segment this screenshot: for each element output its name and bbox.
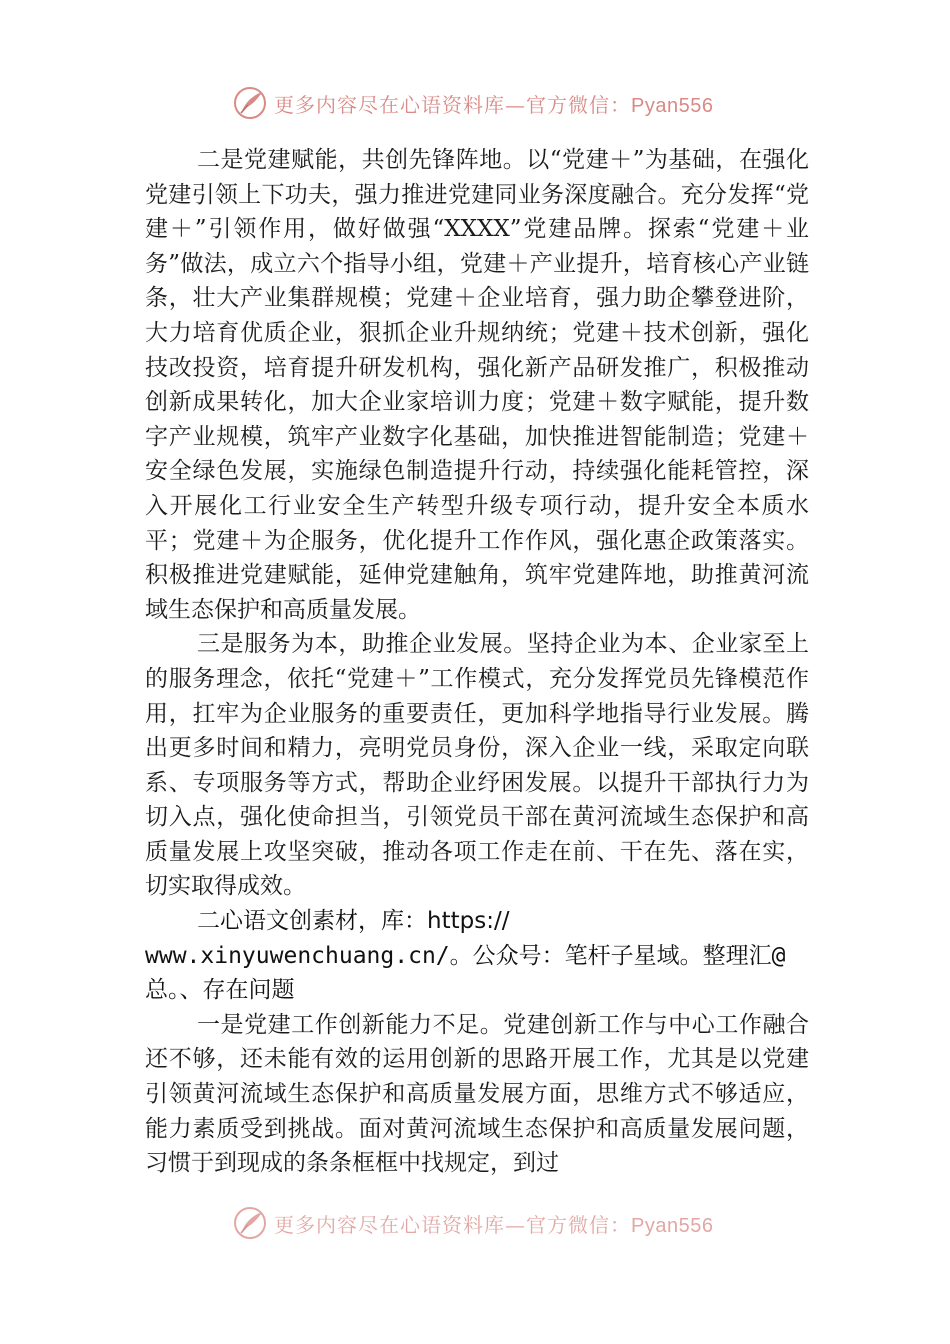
quill-logo-icon bbox=[232, 85, 268, 121]
watermark-text: 更多内容尽在心语资料库—官方微信：Pyan556 bbox=[274, 1212, 714, 1237]
document-body bbox=[145, 143, 809, 1181]
watermark-text: 更多内容尽在心语资料库—官方微信：Pyan556 bbox=[274, 92, 714, 117]
paragraph-innovation-shortfall: 一是党建工作创新能力不足。党建创新工作与中心工作融合还不够，还未能有效的运用创新的思路开展工作，尤其是以党建引领黄河流域生态保护和高质量发展方面，思维方式不够适应，能力素质受到挑战。面对黄河流域生态保护和高质量发展问题，习惯于到现成的条条框框中找规定，到过 bbox=[145, 1011, 809, 1177]
section-heading-problems: 二心语文创素材，库：https:// www.xinyuwenchuang.cn/。公众号：笔杆子星域。整理汇@ 总。、存在问题 bbox=[145, 908, 786, 1004]
watermark-header bbox=[232, 83, 732, 123]
quill-logo-icon bbox=[232, 1205, 268, 1241]
paragraph-service-enterprise: 三是服务为本，助推企业发展。坚持企业为本、企业家至上的服务理念，依托“党建＋”工作模式，充分发挥党员先锋模范作用，扛牢为企业服务的重要责任，更加科学地指导行业发展。腾出更多时间和精力，亮明党员身份，深入企业一线，采取定向联系、专项服务等方式，帮助企业纾困发展。以提升干部执行力为切入点，强化使命担当，引领党员干部在黄河流域生态保护和高质量发展上攻坚突破，推动各项工作走在前、干在先、落在实，切实取得成效。 bbox=[145, 631, 809, 900]
paragraph-party-empowerment: 二是党建赋能，共创先锋阵地。以“党建＋”为基础，在强化党建引领上下功夫，强力推进党建同业务深度融合。充分发挥“党建＋”引领作用，做好做强“XXXX”党建品牌。探索“党建＋业务”做法，成立六个指导小组，党建＋产业提升，培育核心产业链条，壮大产业集群规模；党建＋企业培育，强力助企攀登进阶，大力培育优质企业，狠抓企业升规纳统；党建＋技术创新，强化技改投资，培育提升研发机构，强化新产品研发推广，积极推动创新成果转化，加大企业家培训力度；党建＋数字赋能，提升数字产业规模，筑牢产业数字化基础，加快推进智能制造；党建＋安全绿色发展，实施绿色制造提升行动，持续强化能耗管控，深入开展化工行业安全生产转型升级专项行动，提升安全本质水平；党建＋为企服务，优化提升工作作风，强化惠企政策落实。积极推进党建赋能，延伸党建触角，筑牢党建阵地，助推黄河流域生态保护和高质量发展。 bbox=[145, 147, 809, 623]
watermark-footer bbox=[232, 1203, 732, 1243]
